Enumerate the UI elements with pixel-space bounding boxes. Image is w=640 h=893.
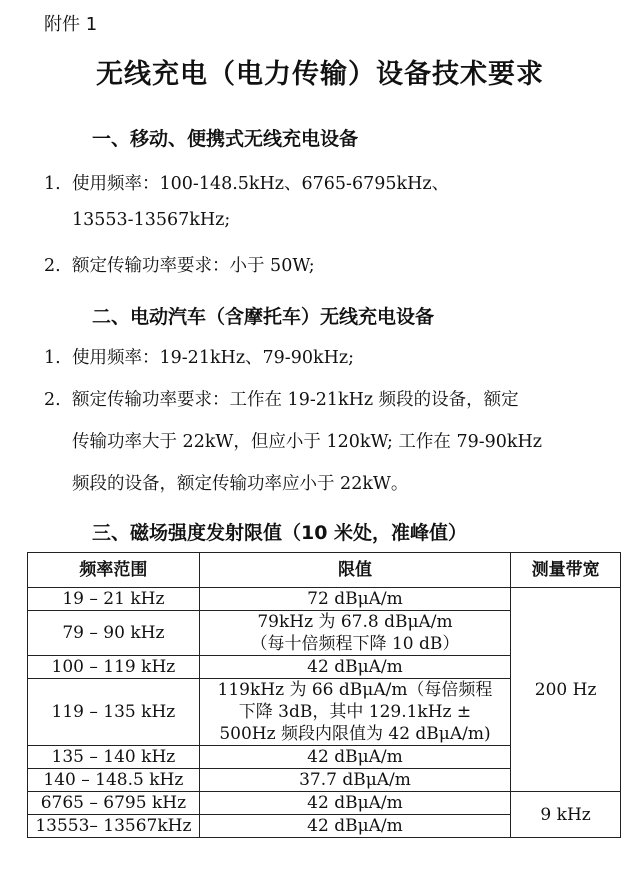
freq-cell: 79 – 90 kHz <box>28 611 200 656</box>
section2-heading: 二、电动汽车（含摩托车）无线充电设备 <box>92 306 435 328</box>
limit-cell: 72 dBμA/m <box>199 588 510 611</box>
bandwidth-cell: 200 Hz <box>511 588 621 792</box>
limit-cell: 79kHz 为 67.8 dBμA/m （每十倍频程下降 10 dB） <box>199 611 510 656</box>
item-number: 2. <box>44 256 61 276</box>
freq-cell: 140 – 148.5 kHz <box>28 769 200 792</box>
table-header-row <box>28 553 621 588</box>
freq-cell: 6765 – 6795 kHz <box>28 792 200 815</box>
limit-cell: 119kHz 为 66 dBμA/m（每倍频程 下降 3dB，其中 129.1kHz ± 500Hz 频段内限值为 42 dBμA/m) <box>199 679 510 746</box>
freq-cell: 100 – 119 kHz <box>28 656 200 679</box>
limit-cell: 42 dBμA/m <box>199 746 510 769</box>
table-row <box>28 588 621 611</box>
section1-heading: 一、移动、便携式无线充电设备 <box>92 128 359 150</box>
freq-cell: 19 – 21 kHz <box>28 588 200 611</box>
section1-item2 <box>44 252 315 277</box>
item-text: 使用频率：100-148.5kHz、6765-6795kHz、 <box>72 174 450 194</box>
attachment-label: 附件 1 <box>44 14 98 35</box>
limits-table <box>27 552 621 838</box>
freq-cell: 13553– 13567kHz <box>28 815 200 838</box>
limit-cell: 37.7 dBμA/m <box>199 769 510 792</box>
table-row <box>28 792 621 815</box>
header-limit: 限值 <box>199 553 510 588</box>
section2-item2-cont1: 传输功率大于 22kW，但应小于 120kW; 工作在 79-90kHz <box>72 432 543 452</box>
section2-item2-cont2: 频段的设备，额定传输功率应小于 22kW。 <box>72 474 409 494</box>
bandwidth-cell: 9 kHz <box>511 792 621 838</box>
limit-cell: 42 dBμA/m <box>199 656 510 679</box>
section2-item1 <box>44 344 354 369</box>
freq-cell: 119 – 135 kHz <box>28 679 200 746</box>
section2-item2 <box>44 386 519 411</box>
section1-item1 <box>44 170 449 195</box>
item-text: 使用频率：19-21kHz、79-90kHz; <box>72 348 354 368</box>
limit-cell: 42 dBμA/m <box>199 792 510 815</box>
item-number: 1. <box>44 174 61 194</box>
limit-cell: 42 dBμA/m <box>199 815 510 838</box>
section1-item1-cont: 13553-13567kHz; <box>72 210 231 230</box>
item-number: 2. <box>44 390 61 410</box>
freq-cell: 135 – 140 kHz <box>28 746 200 769</box>
item-number: 1. <box>44 348 61 368</box>
page-title: 无线充电（电力传输）设备技术要求 <box>96 59 544 90</box>
section3-heading: 三、磁场强度发射限值（10 米处，准峰值） <box>92 522 468 544</box>
header-bandwidth: 测量带宽 <box>511 553 621 588</box>
item-text: 额定传输功率要求：工作在 19-21kHz 频段的设备，额定 <box>72 390 519 410</box>
header-frequency: 频率范围 <box>28 553 200 588</box>
item-text: 额定传输功率要求：小于 50W; <box>72 256 315 276</box>
